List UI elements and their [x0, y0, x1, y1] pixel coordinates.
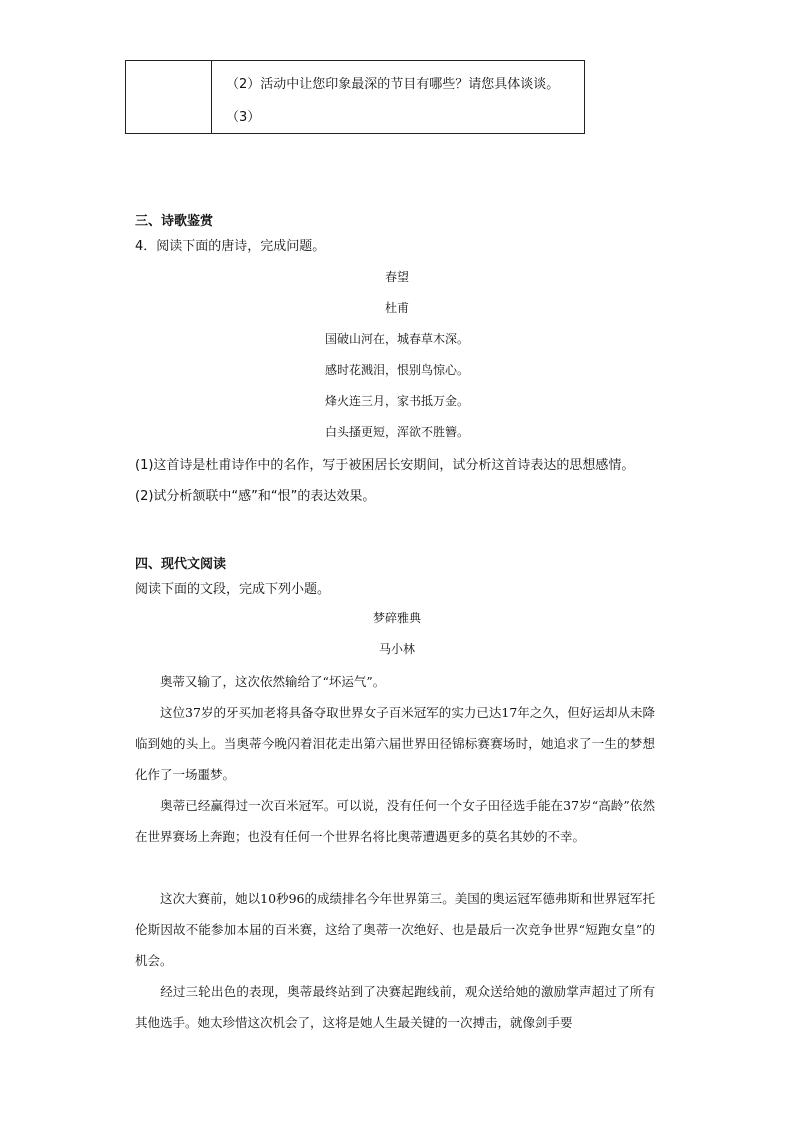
- poem-author: 杜甫: [384, 301, 409, 315]
- answer-table: [125, 60, 585, 134]
- article-title: 梦碎雅典: [372, 611, 421, 625]
- table-row-line-3: （3）: [226, 110, 261, 125]
- poem-line: 感时花溅泪，恨别鸟惊心。: [324, 363, 469, 377]
- reading-instruction: 阅读下面的文段，完成下列小题。: [135, 582, 331, 597]
- subquestion-1: (1)这首诗是杜甫诗作中的名作，写于被困居长安期间，试分析这首诗表达的思想感情。: [135, 458, 635, 473]
- table-divider: [211, 61, 212, 133]
- article-paragraph: 奥蒂已经赢得过一次百米冠军。可以说，没有任何一个女子田径选手能在37岁“高龄”依然在世界赛场上奔跑；也没有任何一个世界名将比奥蒂遭遇更多的莫名其妙的不幸。: [135, 798, 655, 844]
- poem-line: 烽火连三月，家书抵万金。: [324, 394, 469, 408]
- article-paragraph: 奥蒂又输了，这次依然输给了“坏运气”。: [160, 674, 386, 689]
- article-author: 马小林: [378, 642, 415, 656]
- section-heading-modern-reading: 四、现代文阅读: [135, 557, 227, 572]
- table-row-line-2: （2）活动中让您印象最深的节目有哪些？请您具体谈谈。: [226, 77, 560, 92]
- poem-line: 国破山河在，城春草木深。: [324, 332, 469, 346]
- poem-line: 白头搔更短，浑欲不胜簪。: [324, 425, 469, 439]
- article-paragraph: 这位37岁的牙买加老将具备夺取世界女子百米冠军的实力已达17年之久，但好运却从未降临到她的头上。当奥蒂今晚闪着泪花走出第六届世界田径锦标赛赛场时，她追求了一生的梦想化作了一场噩梦。: [135, 705, 655, 782]
- article-paragraph: 经过三轮出色的表现，奥蒂最终站到了决赛起跑线前，观众送给她的激励掌声超过了所有其他选手。她太珍惜这次机会了，这将是她人生最关键的一次搏击，就像剑手要: [135, 984, 655, 1030]
- poem-title: 春望: [384, 270, 409, 284]
- section-heading-poetry: 三、诗歌鉴赏: [135, 214, 214, 229]
- subquestion-2: (2)试分析颔联中“感”和“恨”的表达效果。: [135, 489, 376, 504]
- question-4: 4．阅读下面的唐诗，完成问题。: [135, 239, 326, 254]
- article-paragraph: 这次大赛前，她以10秒96的成绩排名今年世界第三。美国的奥运冠军德弗斯和世界冠军托伦斯因故不能参加本届的百米赛，这给了奥蒂一次绝好、也是最后一次竞争世界“短跑女皇”的机会。: [135, 891, 655, 968]
